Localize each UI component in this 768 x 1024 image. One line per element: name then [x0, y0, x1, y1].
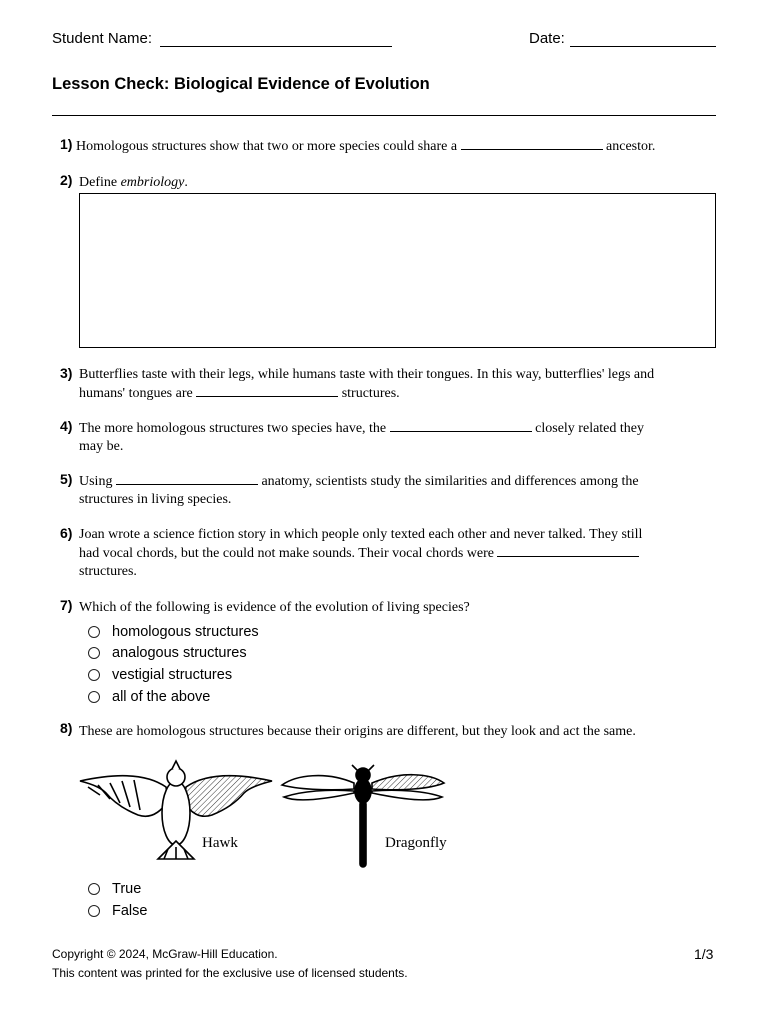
hawk-dragonfly-illustration — [76, 755, 456, 875]
hawk-drawing — [80, 761, 272, 859]
question-4-number: 4) — [60, 418, 73, 434]
page-number: 1/3 — [694, 946, 714, 962]
question-2-term: embriology — [120, 175, 185, 190]
date-label: Date: — [529, 30, 565, 47]
question-6-line-1: Joan wrote a science fiction story in which people only texted each other and never talked. They still — [79, 527, 643, 542]
question-6-line-2 — [79, 544, 642, 563]
question-5-line-1-before: Using — [79, 474, 113, 489]
option-label: vestigial structures — [112, 667, 233, 683]
question-3-line-2-after: structures. — [341, 386, 400, 401]
dragonfly-label: Dragonfly — [385, 835, 447, 851]
question-3-line-1: Butterflies taste with their legs, while humans taste with their tongues. In this way, butterflies' legs and — [79, 367, 655, 382]
question-5-blank[interactable] — [116, 472, 258, 485]
option-label: analogous structures — [112, 645, 247, 661]
title-divider — [52, 115, 716, 116]
question-1-text-before: Homologous structures show that two or more species could share a — [76, 139, 458, 154]
question-6-text — [79, 526, 642, 581]
question-2-answer-box[interactable] — [79, 193, 716, 348]
question-7-text: Which of the following is evidence of the evolution of living species? — [79, 600, 470, 615]
option-label: True — [112, 881, 142, 897]
hawk-dragonfly-figure — [76, 755, 456, 875]
question-3-number: 3) — [60, 365, 73, 381]
question-5-number: 5) — [60, 471, 73, 487]
question-6-line-3: structures. — [79, 564, 137, 579]
question-2-number: 2) — [60, 172, 73, 188]
page-title: Lesson Check: Biological Evidence of Evolution — [52, 75, 430, 93]
question-4-blank[interactable] — [390, 419, 532, 432]
question-3-line-2 — [79, 384, 654, 403]
student-header — [52, 30, 716, 50]
option-label: all of the above — [112, 689, 211, 705]
date-line[interactable] — [570, 46, 716, 47]
question-1-blank[interactable] — [461, 137, 603, 150]
question-7-number: 7) — [60, 597, 73, 613]
radio-button-icon[interactable] — [88, 647, 100, 659]
hawk-label: Hawk — [202, 835, 238, 851]
option-label: homologous structures — [112, 624, 259, 640]
question-4-line-1-after: closely related they — [535, 421, 644, 436]
question-6-blank[interactable] — [497, 544, 639, 557]
question-4-text — [79, 419, 644, 456]
radio-button-icon[interactable] — [88, 669, 100, 681]
question-1-text-after: ancestor. — [606, 139, 656, 154]
question-8-number: 8) — [60, 720, 73, 736]
student-name-line[interactable] — [160, 46, 392, 47]
license-text: This content was printed for the exclusive use of licensed students. — [52, 966, 408, 980]
copyright-text: Copyright © 2024, McGraw-Hill Education. — [52, 947, 278, 961]
question-1-number: 1) — [60, 136, 73, 152]
option-label: False — [112, 903, 148, 919]
question-2-text — [79, 174, 188, 192]
question-4-line-2: may be. — [79, 439, 124, 454]
question-5-text — [79, 472, 639, 509]
question-3-line-2-before: humans' tongues are — [79, 386, 193, 401]
question-5-line-1-after: anatomy, scientists study the similarities and differences among the — [261, 474, 639, 489]
question-3-blank[interactable] — [196, 384, 338, 397]
student-name-label: Student Name: — [52, 30, 153, 47]
radio-button-icon[interactable] — [88, 883, 100, 895]
question-2-text-before: Define — [79, 175, 118, 190]
question-1-text — [76, 137, 655, 156]
radio-button-icon[interactable] — [88, 691, 100, 703]
question-4-line-1 — [79, 419, 644, 438]
question-5-line-1 — [79, 472, 639, 491]
question-4-line-1-before: The more homologous structures two species have, the — [79, 421, 387, 436]
question-8-text: These are homologous structures because their origins are different, but they look and act the same. — [79, 724, 636, 739]
question-6-line-2-text: had vocal chords, but the could not make sounds. Their vocal chords were — [79, 546, 494, 561]
question-3-text — [79, 366, 654, 403]
radio-button-icon[interactable] — [88, 905, 100, 917]
question-5-line-2: structures in living species. — [79, 492, 232, 507]
question-6-number: 6) — [60, 525, 73, 541]
question-2-text-after: . — [184, 175, 188, 190]
radio-button-icon[interactable] — [88, 626, 100, 638]
